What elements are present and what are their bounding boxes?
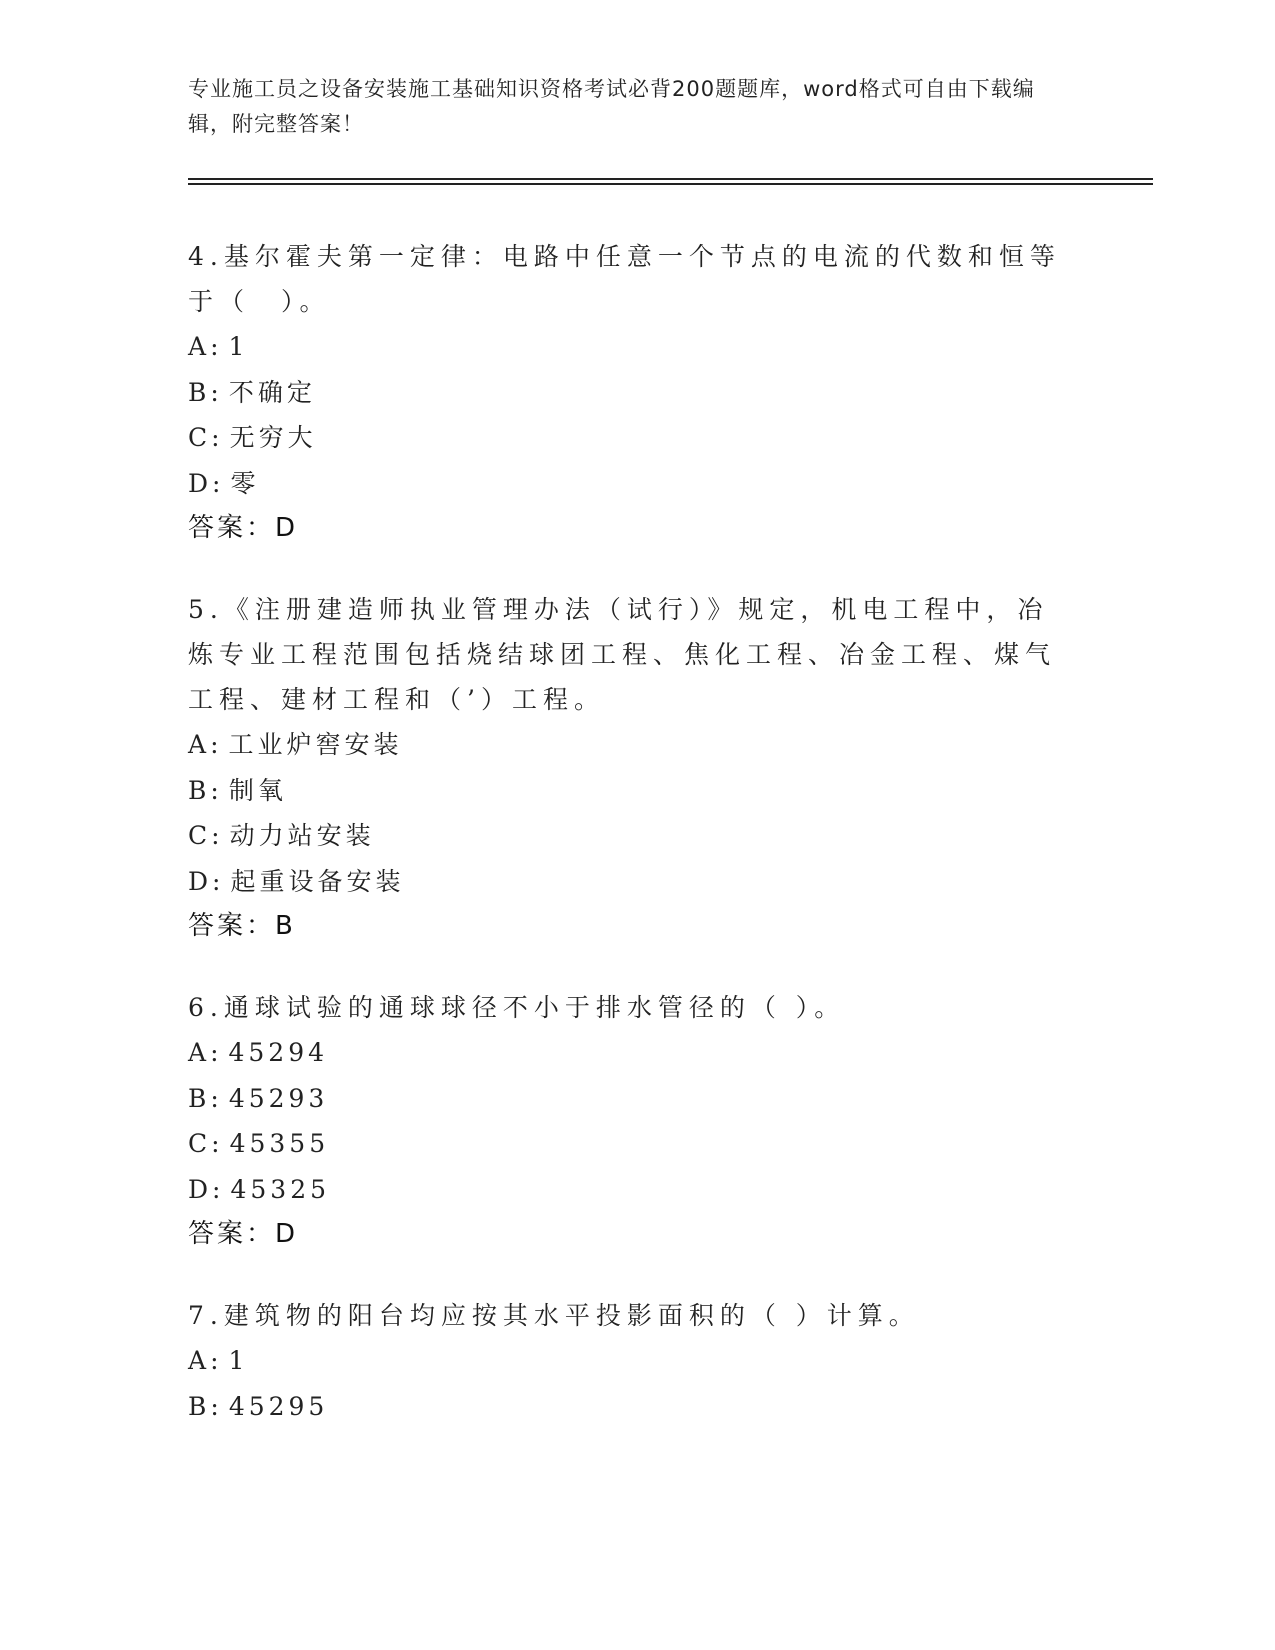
option-key: C	[188, 1129, 212, 1158]
option-separator: :	[210, 775, 223, 805]
option-key: A	[188, 332, 211, 361]
question-stem: 7.建筑物的阳台均应按其水平投影面积的（ ）计算。	[188, 1301, 920, 1330]
answer-line: 答案：D	[188, 513, 299, 543]
option-key: B	[188, 1391, 211, 1421]
option-key: B	[188, 775, 211, 805]
question-5	[188, 587, 1068, 949]
option-text: 不确定	[228, 377, 316, 407]
option-separator: :	[211, 821, 224, 850]
question-stem: 5.《注册建造师执业管理办法（试行）》规定，机电工程中，冶炼专业工程范围包括烧结球团工程、焦化工程、冶金工程、煤气工程、建材工程和（’）工程。	[188, 595, 1057, 714]
option-text: 45295	[228, 1391, 329, 1421]
option-separator: :	[211, 423, 224, 452]
option-a	[188, 722, 1068, 768]
option-text: 动力站安装	[229, 821, 375, 850]
option-separator: :	[210, 1346, 223, 1375]
question-6	[188, 985, 1068, 1257]
option-b	[188, 370, 1068, 416]
question-stem: 6.通球试验的通球球径不小于排水管径的（ ）。	[188, 993, 846, 1022]
document-header: 专业施工员之设备安装施工基础知识资格考试必背200题题库，word格式可自由下载编辑，附完整答案！	[188, 77, 1035, 136]
option-separator: :	[210, 730, 223, 759]
question-7	[188, 1293, 1068, 1429]
option-text: 45293	[228, 1083, 329, 1113]
option-b	[188, 1076, 1068, 1122]
option-text: 45355	[229, 1129, 330, 1158]
option-separator: :	[212, 1174, 225, 1204]
option-c	[188, 415, 1068, 461]
header-divider-bottom	[188, 183, 1153, 185]
option-key: A	[188, 730, 211, 759]
question-4	[188, 234, 1068, 551]
option-key: C	[188, 423, 212, 452]
option-b	[188, 768, 1068, 814]
option-c	[188, 1121, 1068, 1167]
option-text: 无穷大	[229, 423, 317, 452]
option-d	[188, 461, 1068, 507]
option-a	[188, 324, 1068, 370]
option-d	[188, 1167, 1068, 1213]
option-c	[188, 813, 1068, 859]
option-key: C	[188, 821, 212, 850]
option-a	[188, 1030, 1068, 1076]
option-text: 45294	[228, 1038, 329, 1067]
option-key: D	[188, 866, 213, 896]
option-separator: :	[212, 866, 225, 896]
option-text: 工业炉窖安装	[228, 730, 403, 759]
option-text: 制氧	[228, 775, 287, 805]
option-separator: :	[210, 1038, 223, 1067]
option-text: 起重设备安装	[230, 866, 405, 896]
option-text: 1	[228, 332, 249, 361]
option-separator: :	[211, 1129, 224, 1158]
option-separator: :	[210, 1083, 223, 1113]
option-key: A	[188, 1346, 211, 1375]
option-text: 1	[228, 1346, 249, 1375]
option-text: 45325	[230, 1174, 331, 1204]
option-key: D	[188, 468, 213, 498]
option-key: B	[188, 377, 211, 407]
option-separator: :	[210, 332, 223, 361]
option-separator: :	[210, 1391, 223, 1421]
option-key: A	[188, 1038, 211, 1067]
option-b	[188, 1384, 1068, 1430]
option-key: B	[188, 1083, 211, 1113]
answer-line: 答案：B	[188, 911, 296, 941]
question-stem: 4.基尔霍夫第一定律：电路中任意一个节点的电流的代数和恒等于（ ）。	[188, 242, 1061, 316]
option-d	[188, 859, 1068, 905]
question-list	[188, 234, 1068, 1465]
answer-line: 答案：D	[188, 1219, 299, 1249]
header-divider-top	[188, 178, 1153, 180]
option-a	[188, 1338, 1068, 1384]
option-key: D	[188, 1174, 213, 1204]
option-text: 零	[230, 468, 260, 498]
option-separator: :	[210, 377, 223, 407]
option-separator: :	[212, 468, 225, 498]
